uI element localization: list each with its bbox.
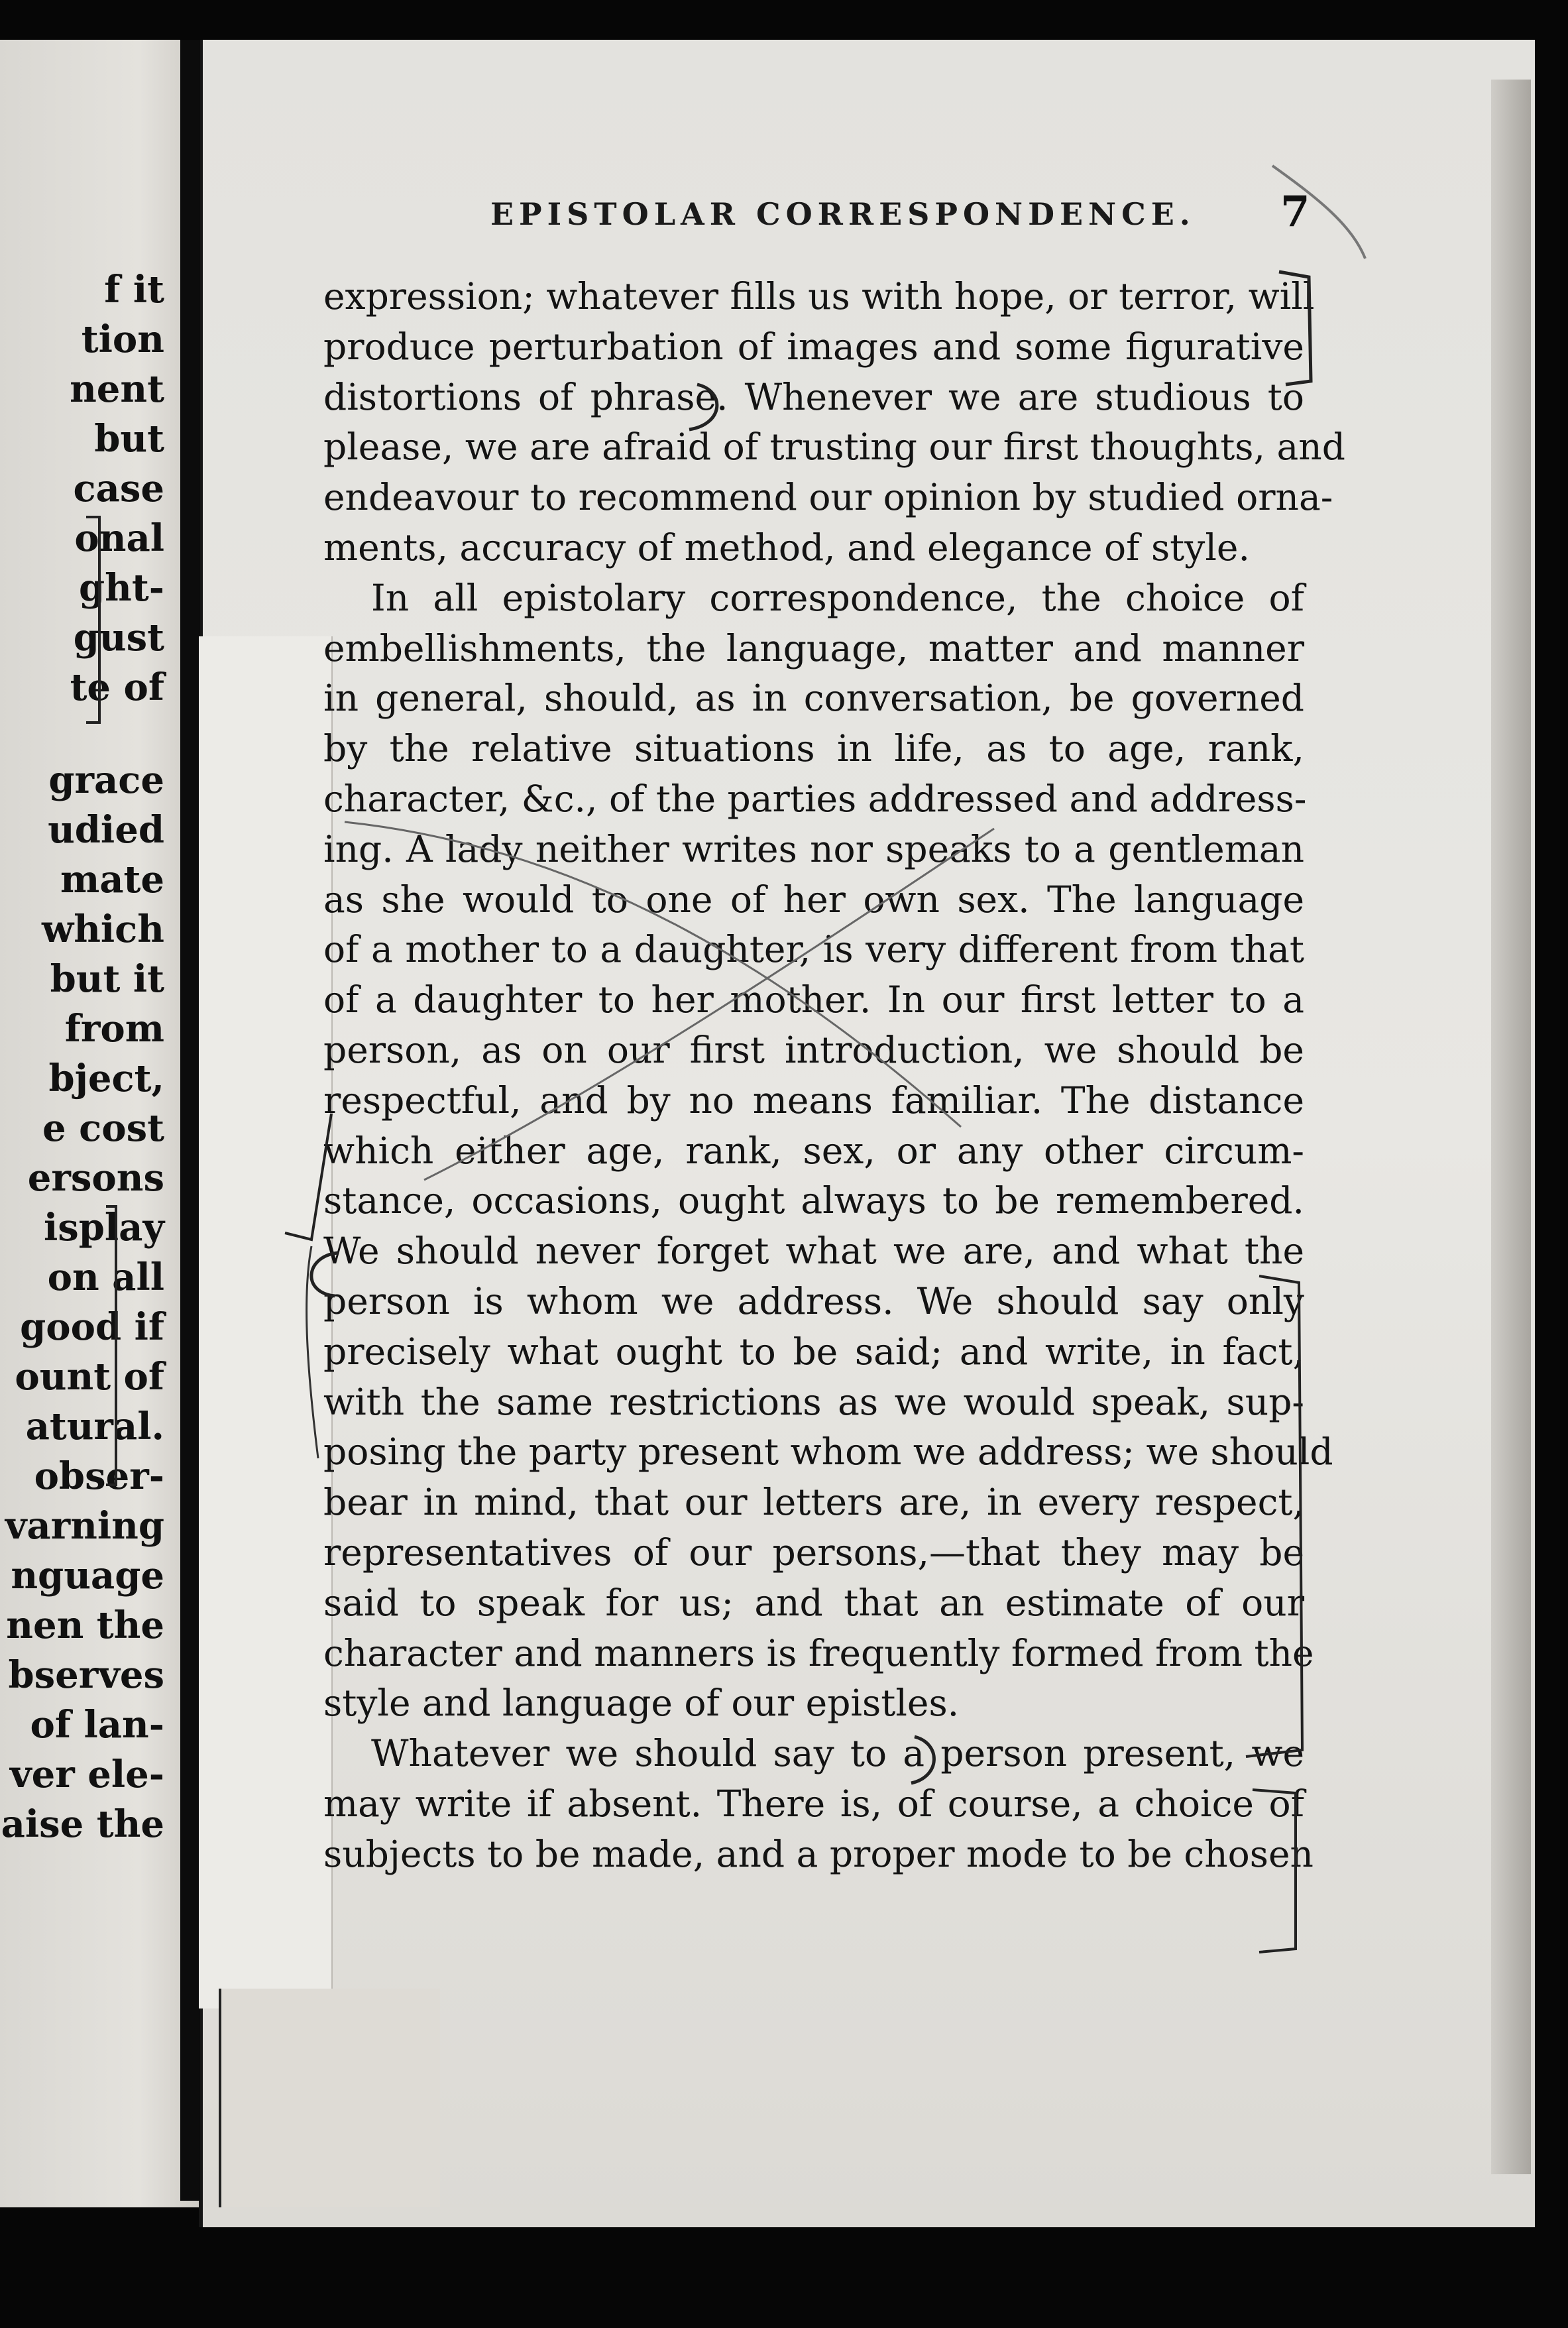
text-line: We should never forget what we are, and what the [323, 1230, 1304, 1273]
text-line: stance, occasions, ought always to be remembered. [323, 1179, 1304, 1222]
page-number: 7 [1280, 187, 1310, 237]
left-page-line: bject, [48, 1057, 164, 1100]
running-head: EPISTOLAR CORRESPONDENCE. [490, 196, 1196, 232]
text-line: precisely what ought to be said; and write, in fact, [323, 1330, 1304, 1373]
left-page-line: mate [60, 858, 164, 902]
text-line: posing the party present whom we address; we should [323, 1430, 1333, 1474]
text-line: of a daughter to her mother. In our first letter to a [323, 978, 1304, 1021]
left-page-line: varning [5, 1504, 164, 1548]
text-line: embellishments, the language, matter and manner [323, 626, 1304, 669]
left-page-line: ount of [15, 1355, 164, 1399]
left-page-line: nen the [6, 1603, 164, 1647]
text-line: please, we are afraid of trusting our first thoughts, and [323, 426, 1345, 469]
left-page-line: ver ele- [10, 1753, 164, 1796]
text-line: in general, should, as in conversation, be governed [323, 677, 1304, 720]
left-page-line: gust [73, 616, 164, 660]
text-line: with the same restrictions as we would speak, sup- [323, 1380, 1304, 1423]
left-page-line: ght- [79, 566, 164, 610]
left-facing-page [0, 40, 199, 2207]
left-page-line: obser- [34, 1454, 164, 1498]
left-page-line: isplay [43, 1206, 164, 1250]
text-line: may write if absent. There is, of course, a choice of [323, 1782, 1304, 1825]
left-page-line: nguage [11, 1554, 164, 1598]
left-page-line: which [41, 907, 164, 951]
page-body-text [323, 272, 1345, 1880]
left-page-line: on all [47, 1255, 164, 1299]
text-line: subjects to be made, and a proper mode to be chosen [323, 1832, 1314, 1875]
text-line: by the relative situations in life, as to age, rank, [323, 727, 1304, 770]
left-page-line: nent [70, 367, 164, 411]
left-page-line: good if [20, 1305, 164, 1349]
text-line: bear in mind, that our letters are, in every respect, [323, 1481, 1304, 1524]
left-page-line: case [73, 467, 164, 510]
text-line: said to speak for us; and that an estimate of our [323, 1581, 1304, 1624]
left-page-line: ersons [27, 1156, 164, 1200]
left-page-line: udied [48, 808, 164, 852]
text-line: style and language of our epistles. [323, 1682, 960, 1725]
left-page-line: but it [50, 957, 164, 1001]
left-page-line: te of [70, 666, 164, 709]
left-page-line: f it [104, 268, 164, 312]
left-page-line: aise the [1, 1802, 164, 1846]
text-line: representatives of our persons,—that they may be [323, 1531, 1304, 1574]
text-line: character and manners is frequently formed from the [323, 1631, 1314, 1674]
left-page-line: e cost [42, 1106, 164, 1150]
left-page-text-column [0, 265, 199, 1849]
left-page-line: of lan- [30, 1703, 164, 1747]
torn-paper-corner [219, 1989, 440, 2207]
text-line: person, as on our first introduction, we should be [323, 1028, 1304, 1071]
inserted-paper-strip [199, 636, 333, 2008]
left-page-line: but [94, 417, 164, 461]
book-gutter [180, 40, 200, 2201]
text-line: of a mother to a daughter, is very different from that [323, 928, 1304, 971]
text-line: respectful, and by no means familiar. The distance [323, 1078, 1304, 1122]
text-line: character, &c., of the parties addressed and address- [323, 777, 1307, 820]
text-line: distortions of phrase. Whenever we are studious to [323, 375, 1304, 418]
text-line: In all epistolary correspondence, the choice of [371, 576, 1304, 619]
text-line: ing. A lady neither writes nor speaks to a gentleman [323, 827, 1304, 870]
left-page-line: bserves [8, 1653, 164, 1697]
left-page-line: onal [74, 516, 164, 560]
text-line: ments, accuracy of method, and elegance of style. [323, 526, 1250, 569]
text-line: endeavour to recommend our opinion by studied orna- [323, 476, 1333, 519]
text-line: as she would to one of her own sex. The language [323, 878, 1304, 921]
left-page-line: atural. [25, 1405, 164, 1448]
text-line: produce perturbation of images and some figurative [323, 325, 1304, 368]
text-line: expression; whatever fills us with hope, or terror, will [323, 275, 1315, 318]
left-page-line: from [64, 1007, 164, 1051]
text-line: which either age, rank, sex, or any other circum- [323, 1129, 1304, 1172]
left-page-line: grace [48, 758, 164, 802]
text-line: Whatever we should say to a person present, we [371, 1732, 1304, 1775]
left-page-line [0, 713, 199, 756]
left-page-line: tion [81, 318, 164, 361]
page-edge [1491, 80, 1531, 2174]
text-line: person is whom we address. We should say only [323, 1279, 1304, 1322]
